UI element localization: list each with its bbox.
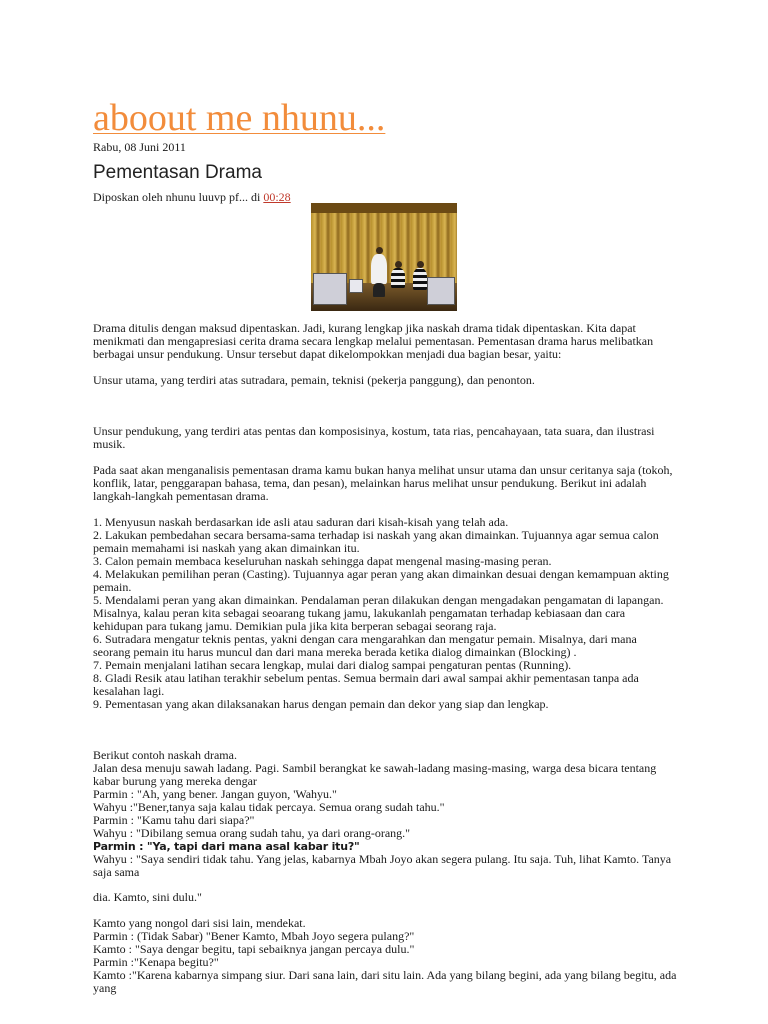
- post-body: [93, 322, 677, 995]
- script-line: Kamto : "Saya dengar begitu, tapi sebaiknya jangan percaya dulu.": [93, 942, 415, 956]
- script-line-handwritten: Parmin : "Ya, tapi dari mana asal kabar itu?": [93, 840, 360, 853]
- step-item: 3. Calon pemain membaca keseluruhan naskah sehingga dapat mengenal masing-masing peran.: [93, 554, 552, 568]
- step-item: 2. Lakukan pembedahan secara bersama-sama terhadap isi naskah yang akan dimainkan. Tujuannya agar semua calon pemain memahami isi naskah yang akan dimainkan itu.: [93, 528, 659, 555]
- stage-prop-left: [313, 273, 347, 305]
- byline-author-text: Diposkan oleh nhunu luuvp pf... di: [93, 190, 264, 204]
- script-line: Wahyu : "Saya sendiri tidak tahu. Yang jelas, kabarnya Mbah Joyo akan segera pulang. Itu saja. Tuh, lihat Kamto. Tanya saja sama: [93, 852, 672, 879]
- script-line: Parmin : "Ah, yang bener. Jangan guyon, 'Wahyu.": [93, 787, 337, 801]
- post-time-link[interactable]: 00:28: [263, 190, 291, 204]
- blog-title-link[interactable]: aboout me nhunu...: [93, 97, 386, 139]
- actor-head: [417, 261, 424, 268]
- step-item: 9. Pementasan yang akan dilaksanakan harus dengan pemain dan dekor yang siap dan lengkap.: [93, 697, 549, 711]
- stage-valance: [311, 203, 457, 213]
- step-item: 1. Menyusun naskah berdasarkan ide asli atau saduran dari kisah-kisah yang telah ada.: [93, 515, 509, 529]
- script-line: Parmin : "Kamu tahu dari siapa?": [93, 813, 255, 827]
- post-title: Pementasan Drama: [93, 162, 262, 183]
- actor-standing: [371, 254, 387, 284]
- step-item: 8. Gladi Resik atau latihan terakhir sebelum pentas. Semua bermain dari awal sampai akhir pementasan tanpa ada kesalahan lagi.: [93, 671, 639, 698]
- stage-prop-right: [427, 277, 455, 305]
- actor-seated: [391, 268, 405, 288]
- script-line: Wahyu : "Dibilang semua orang sudah tahu, ya dari orang-orang.": [93, 826, 411, 840]
- body-paragraph: Drama ditulis dengan maksud dipentaskan. Jadi, kurang lengkap jika naskah drama tidak dipentaskan. Kita dapat menikmati dan mengapresiasi cerita drama secara lengkap melalui pementasan. Pementasan drama harus melibatkan berbagai unsur pendukung. Unsur tersebut dapat dikelompokkan menjadi dua bagian besar, yaitu:: [93, 321, 654, 361]
- post-date: Rabu, 08 Juni 2011: [93, 140, 186, 154]
- script-line: dia. Kamto, sini dulu.": [93, 890, 202, 904]
- step-item: 5. Mendalami peran yang akan dimainkan. Pendalaman peran dilakukan dengan mengadakan pengamatan di lapangan. Misalnya, kalau peran kita sebagai seoarang tukang jamu, lakukanlah pengamatan terhadap kebiasaan dan cara kehidupan para tukang jamu. Demikian pula jika kita berperan sebagai seorang raja.: [93, 593, 664, 633]
- script-line: Parmin : (Tidak Sabar) "Bener Kamto, Mbah Joyo segera pulang?": [93, 929, 415, 943]
- script-line: Berikut contoh naskah drama.: [93, 748, 237, 762]
- body-paragraph: Unsur pendukung, yang terdiri atas pentas dan komposisinya, kostum, tata rias, pencahayaan, tata suara, dan ilustrasi musik.: [93, 424, 655, 451]
- actor-head: [376, 247, 383, 254]
- step-item: 4. Melakukan pemilihan peran (Casting). Tujuannya agar peran yang akan dimainkan desuai dengan kemampuan akting pemain.: [93, 567, 669, 594]
- stage-prop-stool: [349, 279, 363, 293]
- post-byline: [93, 190, 291, 204]
- body-paragraph: Pada saat akan menganalisis pementasan drama kamu bukan hanya melihat unsur utama dan unsur ceritanya saja (tokoh, konflik, latar, penggarapan bahasa, tema, dan pesan), melainkan harus melihat unsur pendukung. Berikut ini adalah langkah-langkah pementasan drama.: [93, 463, 673, 503]
- script-line: Jalan desa menuju sawah ladang. Pagi. Sambil berangkat ke sawah-ladang masing-masing, warga desa bicara tentang kabar burung yang mereka dengar: [93, 761, 657, 788]
- script-line: Wahyu :"Bener,tanya saja kalau tidak percaya. Semua orang sudah tahu.": [93, 800, 445, 814]
- step-item: 7. Pemain menjalani latihan secara lengkap, mulai dari dialog sampai pengaturan pentas (Running).: [93, 658, 572, 672]
- script-line: Parmin :"Kenapa begitu?": [93, 955, 219, 969]
- actor-head: [395, 261, 402, 268]
- step-item: 6. Sutradara mengatur teknis pentas, yakni dengan cara mengarahkan dan mengatur pemain. Misalnya, dari mana seorang pemain itu harus muncul dan dari mana mereka berada ketika dialog dimainkan (Blocking) .: [93, 632, 637, 659]
- actor-seated: [413, 268, 427, 290]
- script-line: Kamto yang nongol dari sisi lain, mendekat.: [93, 916, 306, 930]
- script-line: Kamto :"Karena kabarnya simpang siur. Dari sana lain, dari situ lain. Ada yang bilang begini, ada yang bilang begitu, ada yang: [93, 968, 677, 995]
- body-paragraph: Unsur utama, yang terdiri atas sutradara, pemain, teknisi (pekerja panggung), dan penonton.: [93, 373, 535, 387]
- actor-legs: [373, 283, 385, 297]
- stage-photo: [311, 203, 457, 311]
